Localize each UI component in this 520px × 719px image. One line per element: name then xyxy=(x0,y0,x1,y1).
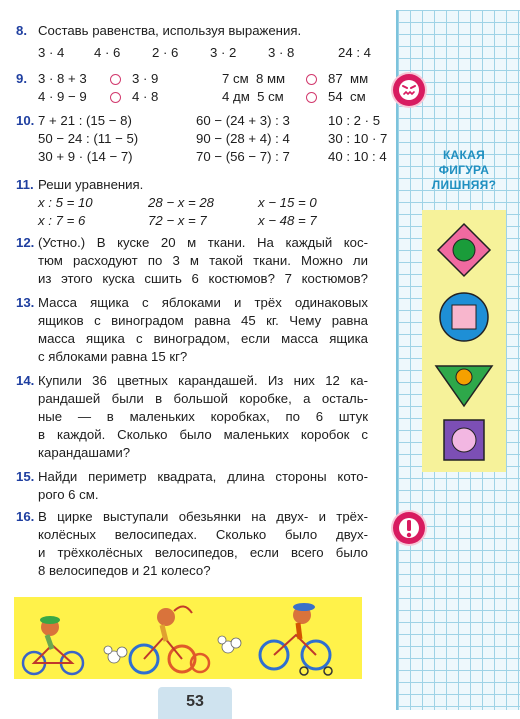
task-text-line: ные — в маленьких коробках, по 6 штук xyxy=(38,409,368,424)
comparison-right: 54 см xyxy=(328,89,366,104)
task-14 xyxy=(16,372,386,466)
equation: x : 7 = 6 xyxy=(38,213,86,228)
monkeys-on-bicycles-illustration xyxy=(14,597,362,679)
task-12 xyxy=(16,234,386,292)
expression: 2 · 6 xyxy=(152,45,179,60)
task-text-line: рого 6 см. xyxy=(38,487,99,502)
shape-set xyxy=(422,210,506,472)
task-number: 10. xyxy=(16,113,35,128)
task-text-line: с яблоками равна 15 кг? xyxy=(38,349,188,364)
odd-shape-title: КАКАЯ ФИГУРА ЛИШНЯЯ? xyxy=(431,148,497,192)
task-13 xyxy=(16,294,386,370)
equation: 72 − x = 7 xyxy=(148,213,207,228)
expression: 3 · 2 xyxy=(210,45,237,60)
task-number: 14. xyxy=(16,373,35,388)
equation: 28 − x = 28 xyxy=(148,195,214,210)
compare-circle-icon[interactable] xyxy=(306,74,317,85)
task-text-line: Масса ящика с яблоками и трёх одинаковых xyxy=(38,295,368,310)
task-11 xyxy=(16,176,386,234)
task-text-line: (Устно.) В куске 20 м ткани. На каждый кос- xyxy=(38,235,368,250)
comparison-left: 4 · 9 − 9 xyxy=(38,89,87,104)
tricycle-icon xyxy=(130,606,209,673)
expression: 30 + 9 · (14 − 7) xyxy=(38,149,133,164)
task-10 xyxy=(16,112,386,170)
thinking-face-icon xyxy=(393,74,425,106)
task-text-line: из этого куска сшить 6 костюмов? 7 костюмов? xyxy=(38,271,368,286)
task-number: 9. xyxy=(16,71,27,86)
expression: 50 − 24 : (11 − 5) xyxy=(38,131,139,146)
circle-with-square-icon[interactable] xyxy=(440,293,488,341)
comparison-right: 4 · 8 xyxy=(132,89,159,104)
expression: 4 · 6 xyxy=(94,45,121,60)
comparison-left: 7 см 8 мм xyxy=(222,71,286,86)
task-text-line: и трёхколёсных велосипедов, если всего было xyxy=(38,545,368,560)
expression: 60 − (24 + 3) : 3 xyxy=(196,113,290,128)
page-number: 53 xyxy=(186,693,204,710)
task-number: 13. xyxy=(16,295,35,310)
task-number: 12. xyxy=(16,235,35,250)
bicycle-icon xyxy=(23,616,83,674)
task-15 xyxy=(16,468,386,508)
task-9 xyxy=(16,70,386,110)
task-number: 16. xyxy=(16,509,35,524)
exclamation-icon xyxy=(393,512,425,544)
task-text-line: Купили 36 цветных карандашей. Из них 12 ка- xyxy=(38,373,368,388)
expression: 70 − (56 − 7) : 7 xyxy=(196,149,290,164)
task-text-line: тюм расходуют по 3 м такой ткани. Можно ли xyxy=(38,253,368,268)
task-text-line: масса ящика с виноградом, если масса ящика xyxy=(38,331,368,346)
expression: 3 · 8 xyxy=(268,45,295,60)
equation: x − 15 = 0 xyxy=(258,195,317,210)
expression: 90 − (28 + 4) : 4 xyxy=(196,131,290,146)
task-8 xyxy=(16,22,386,62)
expression: 3 · 4 xyxy=(38,45,65,60)
diamond-with-circle-icon[interactable] xyxy=(438,224,490,276)
comparison-left: 3 · 8 + 3 xyxy=(38,71,87,86)
task-text-line: колёсных велосипедах. Сколько было двух- xyxy=(38,527,368,542)
compare-circle-icon[interactable] xyxy=(110,74,121,85)
task-text-line: рандашей были в большой коробке, а осталь- xyxy=(38,391,368,406)
equation: x − 48 = 7 xyxy=(258,213,317,228)
expression: 10 : 2 · 5 xyxy=(328,113,381,128)
equation: x : 5 = 10 xyxy=(38,195,93,210)
comparison-left: 4 дм 5 см xyxy=(222,89,284,104)
task-text-line: 8 велосипедов и 21 колесо? xyxy=(38,563,211,578)
task-text: Реши уравнения. xyxy=(38,177,144,192)
task-number: 11. xyxy=(16,177,34,192)
task-text-line: В цирке выступали обезьянки на двух- и трёх- xyxy=(38,509,368,524)
expression: 30 : 10 · 7 xyxy=(328,131,388,146)
expression: 24 : 4 xyxy=(338,45,371,60)
square-with-circle-icon[interactable] xyxy=(444,420,484,460)
comparison-right: 87 мм xyxy=(328,71,369,86)
bicycle-icon xyxy=(260,603,332,675)
task-text-line: карандашами? xyxy=(38,445,131,460)
task-text: Составь равенства, используя выражения. xyxy=(38,23,302,38)
comparison-right: 3 · 9 xyxy=(132,71,159,86)
task-number: 15. xyxy=(16,469,35,484)
task-text-line: ящиков с виноградом равна 45 кг. Чему равна xyxy=(38,313,368,328)
expression: 7 + 21 : (15 − 8) xyxy=(38,113,132,128)
triangle-with-circle-icon[interactable] xyxy=(436,366,492,406)
task-text-line: Найди периметр квадрата, длина стороны кото- xyxy=(38,469,368,484)
task-16 xyxy=(16,508,386,584)
compare-circle-icon[interactable] xyxy=(110,92,121,103)
compare-circle-icon[interactable] xyxy=(306,92,317,103)
expression: 40 : 10 : 4 xyxy=(328,149,387,164)
task-number: 8. xyxy=(16,23,27,38)
task-text-line: в каждой. Сколько было маленьких коробок с xyxy=(38,427,368,442)
odd-shape-panel xyxy=(422,210,506,472)
